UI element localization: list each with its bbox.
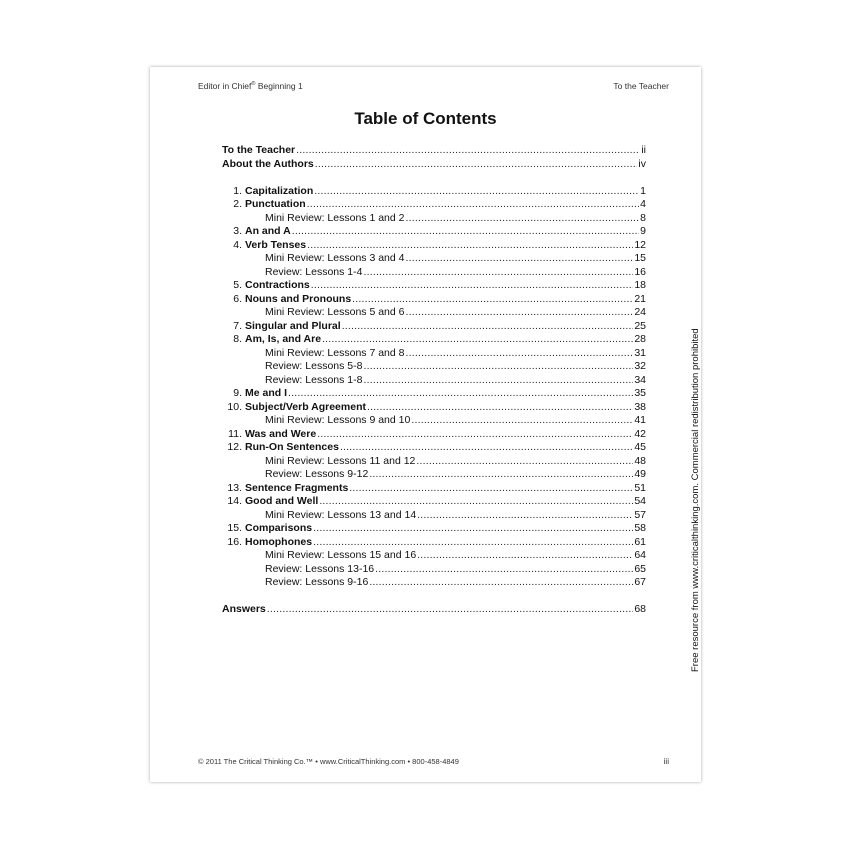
toc-entry[interactable]	[222, 374, 646, 388]
toc-entry[interactable]	[222, 239, 646, 253]
running-header-right: To the Teacher	[613, 81, 669, 91]
toc-entry-page: iv	[638, 157, 646, 170]
toc-entry-page: 25	[634, 319, 646, 332]
toc-entry[interactable]	[222, 576, 646, 590]
toc-entry-label: Singular and Plural	[245, 319, 341, 332]
toc-entry-label: Good and Well	[245, 495, 319, 507]
toc-entry-number: 9.	[233, 387, 242, 399]
toc-entry[interactable]	[222, 198, 646, 212]
toc-entry-number: 7.	[233, 319, 242, 332]
toc-entry-label: Review: Lessons 5-8	[265, 360, 363, 372]
toc-entry[interactable]	[222, 536, 646, 550]
toc-spacer	[222, 590, 646, 603]
dot-leader	[342, 320, 634, 334]
toc-front-matter	[222, 144, 646, 171]
toc-entry-label: Comparisons	[245, 522, 313, 534]
toc-entry-label: Capitalization	[245, 184, 314, 197]
toc-entry-number: 15.	[227, 522, 242, 534]
toc-entry-page: 1	[640, 184, 646, 197]
toc-entry[interactable]	[222, 158, 646, 172]
toc-entry-label: Contractions	[245, 279, 310, 291]
toc-entry-label: Review: Lessons 9-16	[265, 576, 369, 588]
toc-entry-label: Mini Review: Lessons 1 and 2	[265, 211, 405, 224]
toc-entry-answers[interactable]	[222, 603, 646, 617]
toc-entry-page: 32	[634, 360, 646, 372]
toc-entry-page: 42	[634, 427, 646, 440]
dot-leader	[417, 509, 633, 523]
dot-leader	[369, 576, 633, 590]
dot-leader	[363, 360, 633, 374]
dot-leader	[314, 185, 639, 199]
dot-leader	[322, 333, 633, 347]
toc-entry[interactable]	[222, 293, 646, 307]
toc-entry[interactable]	[222, 320, 646, 334]
dot-leader	[315, 158, 638, 172]
toc-entry-label: Was and Were	[245, 427, 317, 440]
dot-leader	[406, 212, 640, 226]
dot-leader	[311, 279, 634, 293]
toc-entry-label: An and A	[245, 225, 291, 237]
toc-entry[interactable]	[222, 401, 646, 415]
toc-entry-page: 51	[634, 481, 646, 494]
toc-entry-page: 28	[634, 333, 646, 345]
running-header-left	[198, 81, 303, 91]
toc-entry-number: 2.	[233, 198, 242, 210]
toc-entry-page: 16	[634, 265, 646, 278]
dot-leader	[369, 468, 633, 482]
toc-entry-number: 6.	[233, 292, 242, 305]
toc-entry-label: Mini Review: Lessons 7 and 8	[265, 346, 405, 359]
toc-entry[interactable]	[222, 347, 646, 361]
toc-lessons	[222, 185, 646, 590]
toc-entry[interactable]	[222, 522, 646, 536]
toc-entry[interactable]	[222, 266, 646, 280]
page-title: Table of Contents	[354, 109, 497, 128]
toc-entry-label: To the Teacher	[222, 144, 296, 156]
dot-leader	[267, 603, 634, 617]
toc-entry[interactable]	[222, 563, 646, 577]
toc-entry-page: 35	[634, 387, 646, 399]
dot-leader	[417, 549, 633, 563]
dot-leader	[363, 266, 633, 280]
toc-entry-page: 12	[634, 238, 646, 251]
toc-entry-number: 4.	[233, 238, 242, 251]
dot-leader	[406, 306, 634, 320]
toc-entry-number: 3.	[233, 225, 242, 237]
registered-mark: ®	[251, 81, 256, 88]
toc-entry-label: Review: Lessons 1-4	[265, 265, 363, 278]
toc-entry-label: Punctuation	[245, 198, 306, 210]
toc-entry-number: 11.	[228, 427, 242, 440]
toc-entry-number: 12.	[227, 441, 242, 453]
toc-entry-page: 57	[634, 508, 646, 521]
dot-leader	[367, 401, 633, 415]
toc-entry[interactable]	[222, 441, 646, 455]
toc-entry-label: Nouns and Pronouns	[245, 292, 352, 305]
toc-entry-page: 4	[640, 198, 646, 210]
toc-entry-page: 31	[634, 346, 646, 359]
toc-entry[interactable]	[222, 306, 646, 320]
toc-entry-page: 45	[634, 441, 646, 453]
dot-leader	[340, 441, 633, 455]
toc-entry-page: 41	[634, 414, 646, 426]
toc-entry[interactable]	[222, 212, 646, 226]
toc-entry-number: 16.	[227, 535, 242, 548]
dot-leader	[416, 455, 633, 469]
toc-entry-label: Mini Review: Lessons 11 and 12	[265, 454, 416, 467]
toc-entry-label: Mini Review: Lessons 5 and 6	[265, 306, 405, 318]
toc-entry-page: 67	[634, 576, 646, 588]
toc-entry[interactable]	[222, 360, 646, 374]
toc-entry[interactable]	[222, 279, 646, 293]
dot-leader	[307, 198, 639, 212]
toc-entry[interactable]	[222, 495, 646, 509]
toc-entry-page: 15	[634, 252, 646, 264]
document-page	[150, 67, 701, 782]
book-title: Editor in Chief	[198, 81, 252, 91]
toc-entry-label: Mini Review: Lessons 3 and 4	[265, 252, 405, 264]
toc-entry[interactable]	[222, 455, 646, 469]
dot-leader	[296, 144, 640, 158]
toc-entry-label: Mini Review: Lessons 9 and 10	[265, 414, 411, 426]
copyright-footer: © 2011 The Critical Thinking Co.™ • www.CriticalThinking.com • 800-458-4849	[198, 757, 459, 766]
toc-entry-label: Mini Review: Lessons 15 and 16	[265, 549, 417, 561]
toc-entry[interactable]	[222, 428, 646, 442]
dot-leader	[313, 536, 633, 550]
toc-entry-page: 49	[634, 468, 646, 480]
toc-entry-label: Answers	[222, 602, 266, 615]
dot-leader	[411, 414, 633, 428]
dot-leader	[317, 428, 633, 442]
toc-entry-page: ii	[641, 144, 646, 156]
toc-entry[interactable]	[222, 468, 646, 482]
toc-entry-page: 61	[634, 535, 646, 548]
toc-entry-page: 58	[634, 522, 646, 534]
toc-entry-label: About the Authors	[222, 157, 314, 170]
dot-leader	[406, 252, 634, 266]
toc-entry-label: Run-On Sentences	[245, 441, 339, 453]
toc-entry-label: Review: Lessons 1-8	[265, 373, 363, 386]
toc-entry-number: 14.	[227, 495, 242, 507]
toc-entry-label: Mini Review: Lessons 13 and 14	[265, 508, 417, 521]
toc-entry-page: 8	[640, 211, 646, 224]
dot-leader	[363, 374, 633, 388]
toc-entry-page: 34	[634, 373, 646, 386]
toc-entry-number: 5.	[233, 279, 242, 291]
toc-entry-page: 54	[634, 495, 646, 507]
toc-entry[interactable]	[222, 482, 646, 496]
toc-entry-label: Review: Lessons 9-12	[265, 468, 369, 480]
dot-leader	[313, 522, 633, 536]
toc-entry-page: 9	[640, 225, 646, 237]
toc-entry-label: Verb Tenses	[245, 238, 307, 251]
page-number: iii	[663, 757, 669, 766]
dot-leader	[288, 387, 633, 401]
toc-entry[interactable]	[222, 225, 646, 239]
dot-leader	[352, 293, 633, 307]
toc-entry-page: 64	[634, 549, 646, 561]
book-level: Beginning 1	[255, 81, 303, 91]
toc-entry[interactable]	[222, 333, 646, 347]
toc-entry-page: 65	[634, 562, 646, 575]
dot-leader	[292, 225, 639, 239]
toc-entry-page: 38	[634, 400, 646, 413]
toc-entry[interactable]	[222, 387, 646, 401]
toc-entry[interactable]	[222, 414, 646, 428]
toc-spacer	[222, 171, 646, 185]
dot-leader	[375, 563, 633, 577]
toc-entry-page: 24	[634, 306, 646, 318]
toc-entry-label: Sentence Fragments	[245, 481, 349, 494]
toc-entry[interactable]	[222, 549, 646, 563]
dot-leader	[319, 495, 633, 509]
toc-entry[interactable]	[222, 144, 646, 158]
toc-entry-label: Me and I	[245, 387, 288, 399]
toc-entry-number: 10.	[227, 400, 242, 413]
toc-entry[interactable]	[222, 185, 646, 199]
toc-entry-label: Subject/Verb Agreement	[245, 400, 366, 413]
toc-entry[interactable]	[222, 252, 646, 266]
toc-entry-page: 68	[634, 602, 646, 615]
dot-leader	[349, 482, 633, 496]
toc-entry-number: 1.	[233, 184, 242, 197]
toc-entry-number: 8.	[233, 333, 242, 345]
toc-entry-label: Homophones	[245, 535, 313, 548]
toc-entry-label: Review: Lessons 13-16	[265, 562, 375, 575]
toc-entry-number: 13.	[227, 481, 242, 494]
redistribution-notice: Free resource from www.criticalthinking.com. Commercial redistribution prohibited	[690, 328, 701, 672]
toc-entry[interactable]	[222, 509, 646, 523]
dot-leader	[406, 347, 634, 361]
toc-entry-page: 48	[634, 454, 646, 467]
toc-entry-page: 21	[634, 292, 646, 305]
toc-entry-label: Am, Is, and Are	[245, 333, 322, 345]
toc-entry-page: 18	[634, 279, 646, 291]
dot-leader	[307, 239, 633, 253]
table-of-contents	[222, 144, 646, 616]
